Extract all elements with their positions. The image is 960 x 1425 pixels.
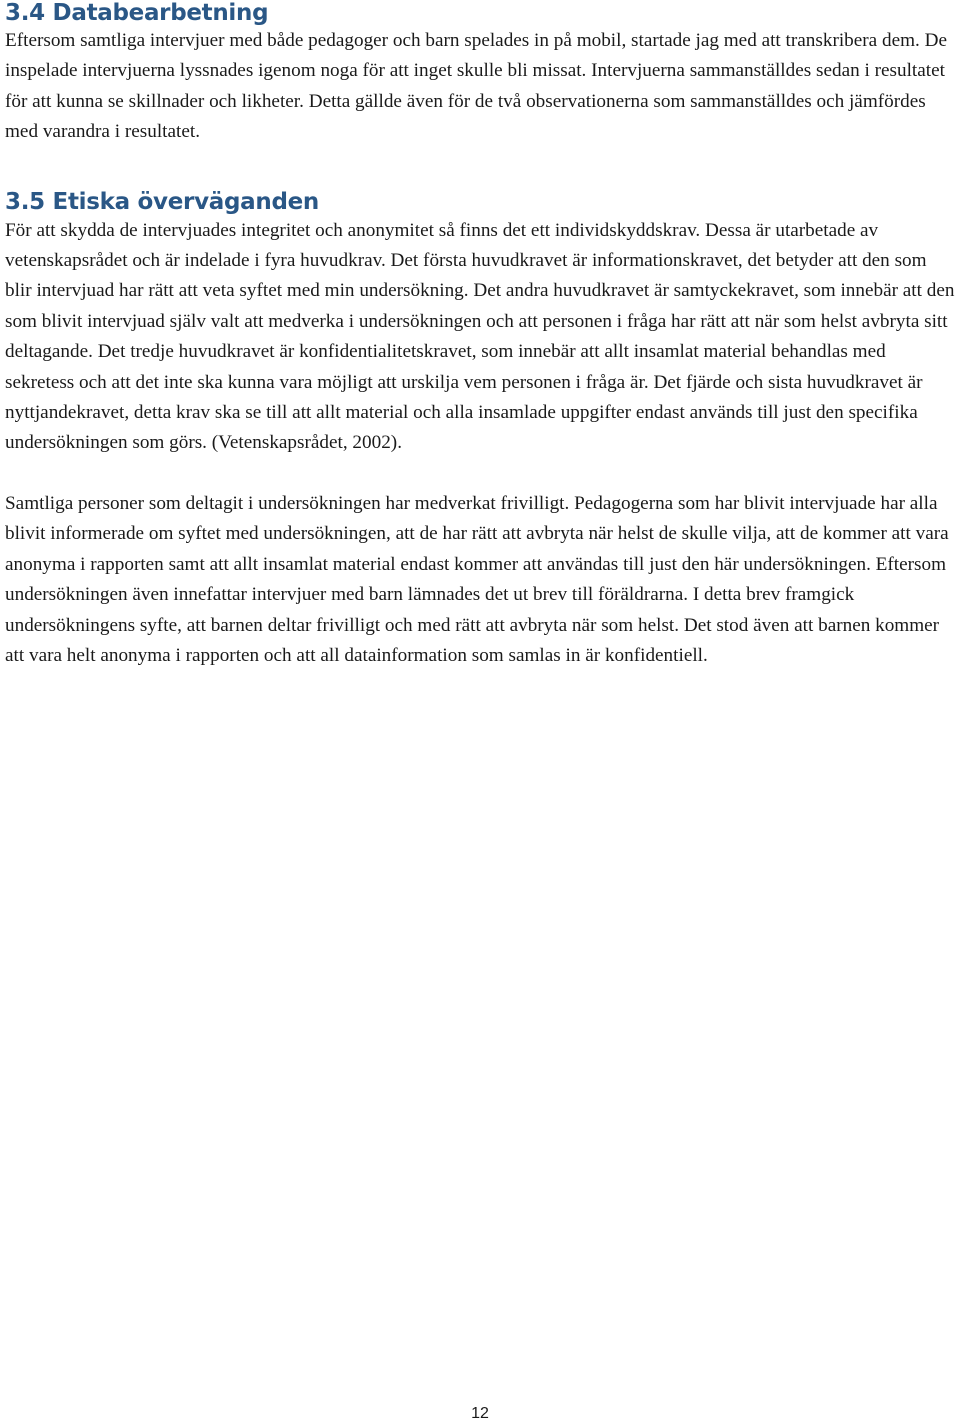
section-heading-3-4: 3.4 Databearbetning [5,0,269,26]
paragraph-databearbetning: Eftersom samtliga intervjuer med både pedagoger och barn spelades in på mobil, startade jag med att transkribera dem. De inspelade intervjuerna lyssnades igenom noga för att inget skulle bli missat. Intervjuerna sammanställdes sedan i resultatet för att kunna se skillnader och likheter. Detta gällde även för de två observationerna som sammanställdes och jämfördes med varandra i resultatet. [5,30,947,143]
paragraph-individskyddskrav: För att skydda de intervjuades integritet och anonymitet så finns det ett individskyddskrav. Dessa är utarbetade av vetenskapsrådet och är indelade i fyra huvudkrav. Det första huvudkravet är informationskravet, det betyder att den som blir intervjuad har rätt att veta syftet med min undersökning. Det andra huvudkravet är samtyckekravet, som innebär att den som blivit intervjuad själv valt att medverka i undersökningen och att personen i fråga har rätt att när som helst avbryta sitt deltagande. Det tredje huvudkravet är konfidentialitetskravet, som innebär att allt insamlat material behandlas med sekretess och att det inte ska kunna vara möjligt att urskilja vem personen i fråga är. Det fjärde och sista huvudkravet är nyttjandekravet, detta krav ska se till att allt material och alla insamlade uppgifter endast används till just den specifika undersökningen som görs. (Vetenskapsrådet, 2002). [5,219,955,454]
page-number: 12 [471,1405,489,1422]
paragraph-frivillighet: Samtliga personer som deltagit i undersökningen har medverkat frivilligt. Pedagogerna som har blivit intervjuade har alla blivit informerade om syftet med undersökningen, att de har rätt att avbryta när helst de skulle vilja, att de kommer att vara anonyma i rapporten samt att allt insamlat material endast kommer att användas till just den här undersökningen. Eftersom undersökningen även innefattar intervjuer med barn lämnades det ut brev till föräldrarna. I detta brev framgick undersökningens syfte, att barnen deltar frivilligt och med rätt att avbryta när som helst. Det stod även att barnen kommer att vara helt anonyma i rapporten och att all datainformation som samlas in är konfidentiell. [5,492,949,666]
section-heading-3-5: 3.5 Etiska överväganden [5,188,319,215]
document-page [5,0,957,671]
